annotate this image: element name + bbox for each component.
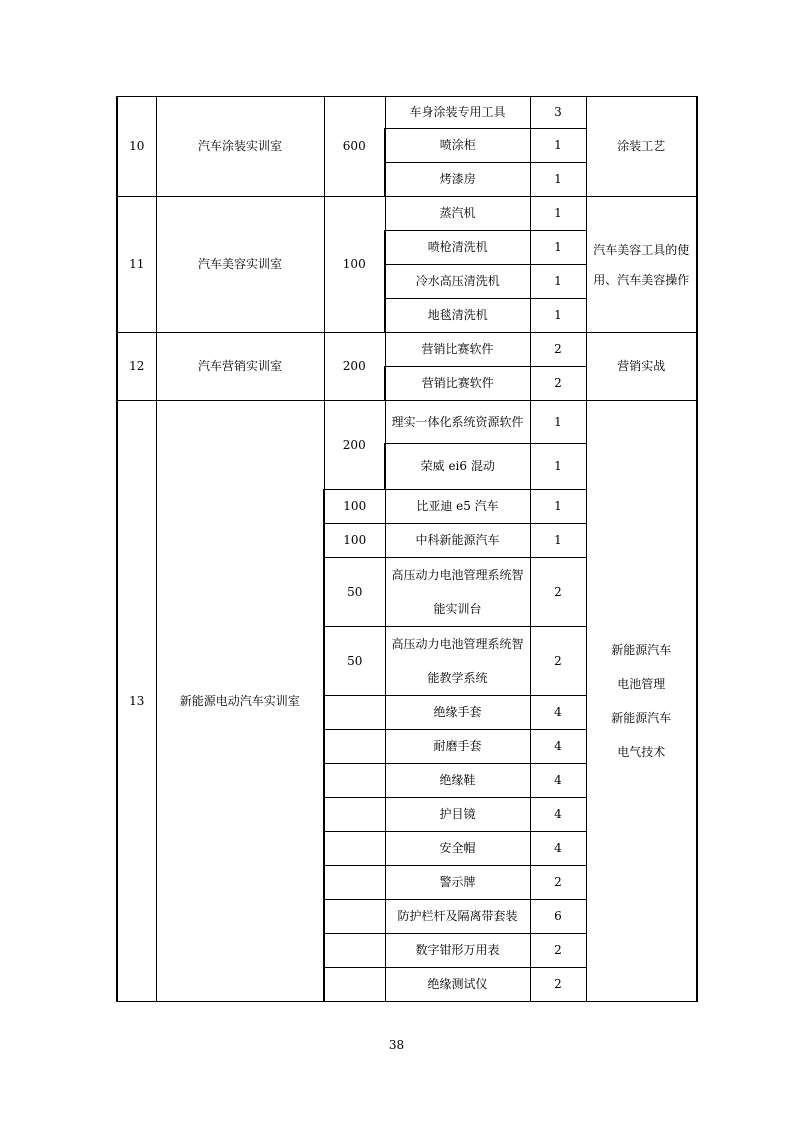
- table-row: [117, 333, 697, 367]
- equipment-name: 车身涂装专用工具: [385, 97, 530, 129]
- purpose-line: 汽车美容工具的使: [593, 242, 690, 257]
- room-name: 新能源电动汽车实训室: [156, 401, 324, 1002]
- equipment-qty: 2: [530, 627, 586, 696]
- equipment-qty: 1: [530, 265, 586, 299]
- row-number: 12: [117, 333, 156, 401]
- room-area: [324, 934, 385, 968]
- training-purpose: 涂装工艺: [586, 97, 697, 197]
- equipment-qty: 6: [530, 900, 586, 934]
- equipment-qty: 1: [530, 401, 586, 444]
- equipment-qty: 1: [530, 524, 586, 558]
- room-area: [324, 968, 385, 1002]
- equipment-name: 护目镜: [385, 798, 530, 832]
- table-row: [117, 97, 697, 129]
- table-row: [117, 401, 697, 444]
- room-area: [324, 832, 385, 866]
- equipment-qty: 3: [530, 97, 586, 129]
- room-area: [324, 900, 385, 934]
- purpose-line: 新能源汽车: [611, 711, 672, 725]
- room-area: [324, 730, 385, 764]
- equipment-qty: 1: [530, 129, 586, 163]
- equipment-name: 绝缘手套: [385, 696, 530, 730]
- equipment-qty: 4: [530, 798, 586, 832]
- room-name: 汽车美容实训室: [156, 197, 324, 333]
- training-purpose: 营销实战: [586, 333, 697, 401]
- equipment-name: 营销比赛软件: [385, 333, 530, 367]
- equipment-qty: 2: [530, 866, 586, 900]
- purpose-line: 电气技术: [617, 745, 666, 759]
- equipment-name: 耐磨手套: [385, 730, 530, 764]
- equipment-qty: 1: [530, 197, 586, 231]
- room-area: [324, 696, 385, 730]
- equipment-qty: 4: [530, 832, 586, 866]
- equipment-name: 比亚迪 e5 汽车: [385, 490, 530, 524]
- room-area: [324, 866, 385, 900]
- room-area: 50: [324, 558, 385, 627]
- equipment-name: 安全帽: [385, 832, 530, 866]
- room-area: 200: [324, 401, 385, 490]
- equipment-qty: 1: [530, 231, 586, 265]
- room-area: 100: [324, 524, 385, 558]
- equipment-qty: 2: [530, 558, 586, 627]
- equipment-qty: 1: [530, 163, 586, 197]
- page-number: 38: [388, 1038, 405, 1052]
- room-area: 100: [324, 197, 385, 333]
- equipment-qty: 2: [530, 934, 586, 968]
- equipment-name: 防护栏杆及隔离带套装: [385, 900, 530, 934]
- equipment-qty: 1: [530, 490, 586, 524]
- training-purpose: [586, 401, 697, 1002]
- room-area: 200: [324, 333, 385, 401]
- equipment-name: 蒸汽机: [385, 197, 530, 231]
- equipment-name-line: 高压动力电池管理系统智: [391, 568, 524, 582]
- equipment-name-line: 能教学系统: [427, 671, 488, 685]
- room-area: 600: [324, 97, 385, 197]
- equipment-name: 绝缘测试仪: [385, 968, 530, 1002]
- equipment-table: [116, 96, 698, 1002]
- purpose-line: 电池管理: [617, 677, 666, 691]
- equipment-name: 冷水高压清洗机: [385, 265, 530, 299]
- equipment-name: 理实一体化系统资源软件: [385, 401, 530, 444]
- row-number: 10: [117, 97, 156, 197]
- equipment-qty: 2: [530, 968, 586, 1002]
- equipment-name: 喷枪清洗机: [385, 231, 530, 265]
- room-area: 100: [324, 490, 385, 524]
- equipment-qty: 4: [530, 764, 586, 798]
- equipment-name: [385, 627, 530, 696]
- equipment-name: 绝缘鞋: [385, 764, 530, 798]
- equipment-qty: 1: [530, 299, 586, 333]
- equipment-name-line: 能实训台: [433, 602, 482, 616]
- equipment-qty: 2: [530, 367, 586, 401]
- equipment-qty: 2: [530, 333, 586, 367]
- equipment-name: 地毯清洗机: [385, 299, 530, 333]
- equipment-qty: 4: [530, 696, 586, 730]
- row-number: 11: [117, 197, 156, 333]
- purpose-line: 用、汽车美容操作: [593, 272, 690, 287]
- room-name: 汽车营销实训室: [156, 333, 324, 401]
- equipment-qty: 4: [530, 730, 586, 764]
- row-number: 13: [117, 401, 156, 1002]
- equipment-name-line: 高压动力电池管理系统智: [391, 637, 524, 651]
- equipment-name: 烤漆房: [385, 163, 530, 197]
- equipment-name: 数字钳形万用表: [385, 934, 530, 968]
- equipment-name: 中科新能源汽车: [385, 524, 530, 558]
- equipment-name: 警示牌: [385, 866, 530, 900]
- equipment-name: 荣威 ei6 混动: [385, 444, 530, 490]
- purpose-line: 新能源汽车: [611, 643, 672, 657]
- room-area: [324, 798, 385, 832]
- table-row: [117, 197, 697, 231]
- equipment-name: [385, 558, 530, 627]
- equipment-qty: 1: [530, 444, 586, 490]
- training-purpose: [586, 197, 697, 333]
- equipment-name: 喷涂柜: [385, 129, 530, 163]
- equipment-name: 营销比赛软件: [385, 367, 530, 401]
- room-name: 汽车涂装实训室: [156, 97, 324, 197]
- room-area: [324, 764, 385, 798]
- room-area: 50: [324, 627, 385, 696]
